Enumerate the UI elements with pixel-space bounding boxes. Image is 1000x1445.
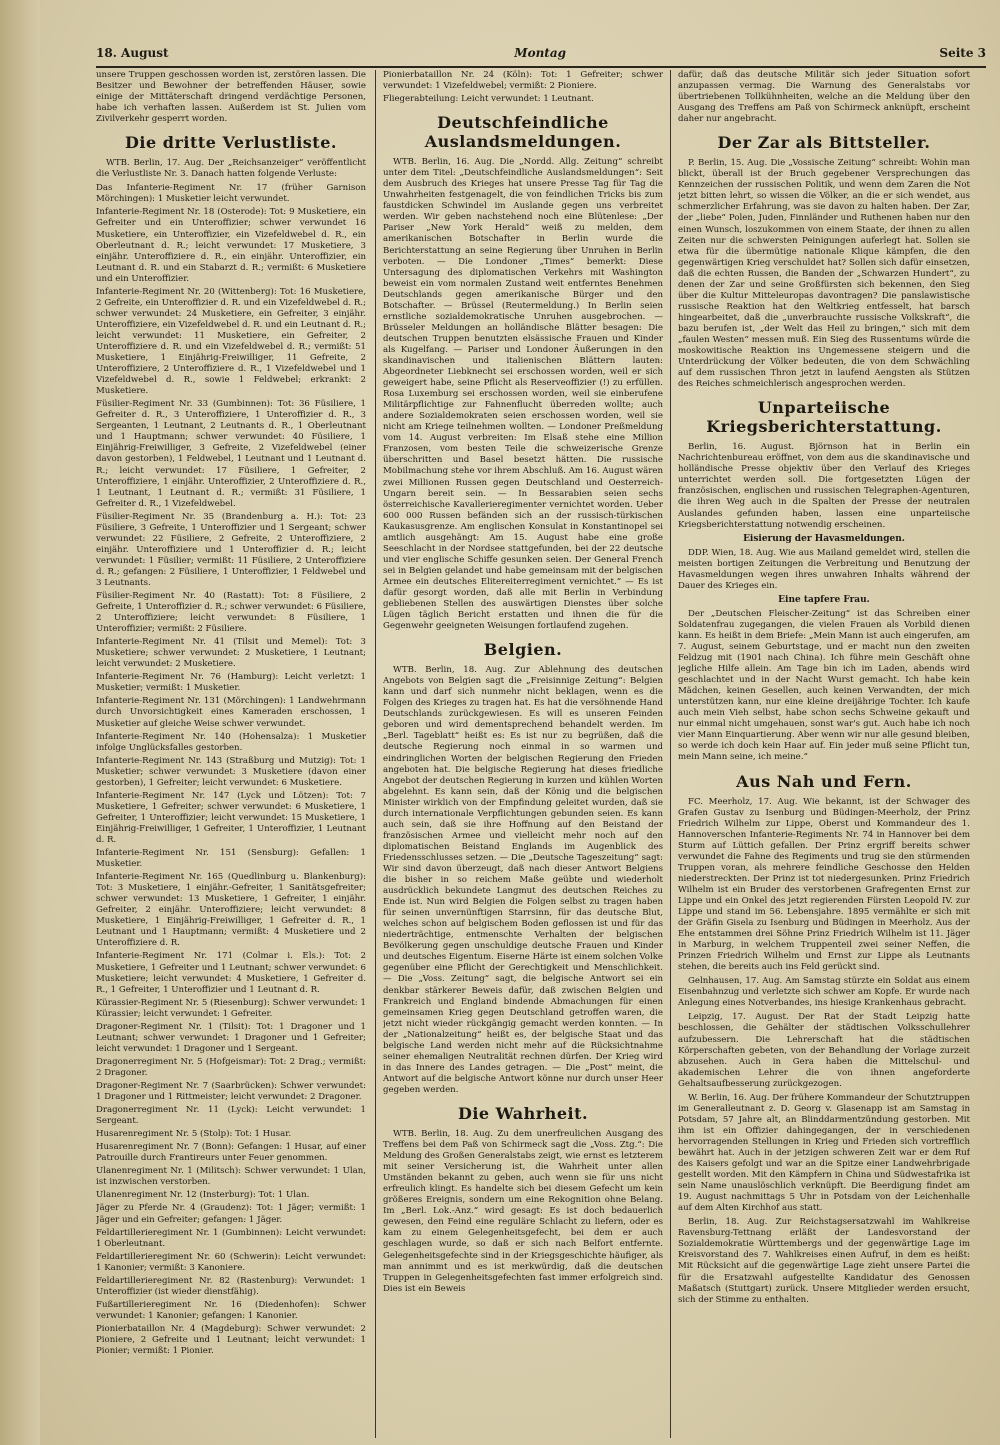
casualty-entry: Infanterie-Regiment Nr. 147 (Lyck und Lötzen): Tot: 7 Musketiere, 1 Gefreiter; schwer verwundet: 6 Musketiere, 1 Gefreiter, 1 Unteroffizier; leicht verwundet: 15 Musketiere, 1 Einjährig-Freiwilliger, 1 Gefreiter, 1 Unteroffizier, 1 Leutnant d. R. [96,790,366,845]
casualty-entry: Feldartillerieregiment Nr. 1 (Gumbinnen): Leicht verwundet: 1 Oberleutnant. [96,1227,366,1249]
casualty-entry: Dragoner-Regiment Nr. 1 (Tilsit): Tot: 1 Dragoner und 1 Leutnant; schwer verwundet: 1 Dragoner und 1 Gefreiter; leicht verwundet: 1 Dragoner und 1 Sergeant. [96,1021,366,1054]
casualty-entry: Jäger zu Pferde Nr. 4 (Graudenz): Tot: 1 Jäger; vermißt: 1 Jäger und ein Gefreiter; gefangen: 1 Jäger. [96,1203,366,1225]
header-date: 18. August [96,46,169,60]
column-divider [375,70,376,1438]
casualty-entry: Ulanenregiment Nr. 1 (Militsch): Schwer verwundet: 1 Ulan, ist inzwischen verstorben. [96,1166,366,1188]
column-1 [96,70,366,1438]
casualty-entry: Infanterie-Regiment Nr. 151 (Sensburg): Gefallen: 1 Musketier. [96,848,366,870]
article-text: Berlin, 16. August. Björnson hat in Berlin ein Nachrichtenbureau eröffnet, von dem aus die skandinavische und holländische Presse objektiv über den Verlauf des Krieges unterrichtet werden soll. Die fortgesetzten Lügen der französischen, englischen und russischen Telegraphen-Agenturen, die ihren Weg auch in die Spalten der Presse der neutralen Auslandes gefunden haben, lassen eine unparteiische Kriegsberichterstattung notwendig erscheinen. [678,442,970,530]
article-heading: Deutschfeindliche Auslandsmeldungen. [424,113,622,152]
casualty-entry: Infanterie-Regiment Nr. 18 (Osterode): Tot: 9 Musketiere, ein Gefreiter und ein Unteroffizier; schwer verwundet 16 Musketiere, ein Unteroffizier, ein Vizefeldwebel d. R., ein Oberleutnant d. R.; leicht verwundet: 17 Musketiere, 3 einjähr. Unteroffiziere d. R., ein einjähr. Unteroffizier, ein Leutnant d. R. und ein Stabarzt d. R.; vermißt: 6 Musketiere und ein Unteroffizier. [96,207,366,284]
article-heading: Der Zar als Bittsteller. [717,133,931,153]
casualty-entry: Fliegerabteilung: Leicht verwundet: 1 Leutnant. [383,94,594,105]
casualty-entry: Infanterie-Regiment Nr. 171 (Colmar i. Els.): Tot: 2 Musketiere, 1 Gefreiter und 1 Leutnant; schwer verwundet: 6 Musketiere; leicht verwundet: 4 Musketiere, 1 Gefreiter d. R., 1 Gefreiter, 1 Unteroffizier und 1 Leutnant d. R. [96,951,366,995]
casualty-entry: Das Infanterie-Regiment Nr. 17 (früher Garnison Mörchingen): 1 Musketier leicht verwundet. [96,183,366,205]
header-page-number: Seite 3 [939,46,986,60]
article-text: WTB. Berlin, 18. Aug. Zur Ablehnung des deutschen Angebots von Belgien sagt die „Freisinnige Zeitung“: Belgien kann und darf sich nunmehr nicht beklagen, wenn es die Folgen des Krieges zu tragen hat. Es hat die versöhnende Hand Deutschlands zurückgewiesen. Es will es unseren Feinden geboren und wird dementsprechend behandelt werden. Im „Berl. Tageblatt“ heißt es: Es ist nur zu begrüßen, daß die deutsche Regierung noch einmal in so warmen und eindringlichen Worten der belgischen Regierung den Frieden angeboten hat. Die belgische Regierung hat dieses friedliche Angebot der deutschen Regierung in kurzen und kühlen Worten abgelehnt. Es kann sein, daß der König und die belgischen Minister wirklich von der Empfindung geleitet wurden, daß sie durch internationale Verpflichtungen gebunden seien. Es kann auch sein, daß sie ihre Hoffnung auf den Beistand der französischen Armee und vielleicht mehr noch auf den diplomatischen Beistand Englands im Augenblick des Friedensschlusses setzen. — Die „Deutsche Tageszeitung“ sagt: Wir sind davon überzeugt, daß nach dieser Antwort Belgiens die bisher in so reichem Maße geübte und wiederholt ausdrücklich bekundete Langmut des deutschen Reiches zu Ende ist. Nun wird Belgien die Folgen selbst zu tragen haben für seinen unvernünftigen Starrsinn, für das deutsche Blut, welches schon auf belgischem Boden geflossen ist und für das niederträchtige, entmenschte Verhalten der belgischen Bevölkerung gegen unschuldige deutsche Frauen und Kinder und deutsches Eigentum. Eiserne Härte ist einem solchen Volke gegenüber eine Pflicht der Gerechtigkeit und Menschlichkeit. — Die „Voss. Zeitung“ sagt, die belgische Antwort sei ein denkbar stärkerer Beweis dafür, daß zwischen Belgien und Frankreich und England bindende Abmachungen für einen gemeinsamen Krieg gegen Deutschland getroffen waren, die jetzt nicht wieder rückgängig gemacht werden konnten. — In der „Nationalzeitung“ heißt es, der belgische Staat und das belgische Land werden nicht mehr auf die Rücksichtnahme seiner ehemaligen Neutralität rechnen dürfen. Der Krieg wird in das Innere des Landes getragen. — Die „Post“ meint, die Antwort auf die belgische Antwort könne nur durch unser Heer gegeben werden. [383,665,663,1095]
column-2 [383,70,663,1438]
article-text: dafür, daß das deutsche Militär sich jeder Situation sofort anzupassen vermag. Die Warnung des Generalstabs vor übertriebenen Tollkühnheiten, welche an die Meldung über den Ausgang des Treffens am Paß von Schirmeck anknüpft, erscheint daher nur angebracht. [678,70,970,125]
column-3 [678,70,970,1438]
casualty-entry: Dragonerregiment Nr. 11 (Lyck): Leicht verwundet: 1 Sergeant. [96,1105,366,1127]
article-text: WTB. Berlin, 18. Aug. Zu dem unerfreulichen Ausgang des Treffens bei dem Paß von Schirmeck sagt die „Voss. Ztg.“: Die Meldung des Großen Generalstabs zeigt, wie ernst es letzterem mit seiner Versicherung ist, die Wahrheit unter allen Umständen bekannt zu geben, auch wenn sie für uns nicht erfreulich klingt. Es handelte sich bei diesem Gefecht um kein größeres Ereignis, sondern um eine Rekognition ohne Belang. Im „Berl. Lok.-Anz.“ wird gesagt: Es ist doch bedauerlich gewesen, den Feind eine reguläre Schlacht zu liefern, oder es kam zu einem Gelegenheitsgefecht, bei dem er auch geschlagen wurde, so daß er sich nach Belfort entfernte. Gelegenheitsgefechte sind in der Kriegsgeschichte häufiger, als man annimmt und es ist merkwürdig, daß die deutschen Truppen in Gelegenheitsgefechten fast immer erfolgreich sind. Dies ist ein Beweis [383,1128,663,1294]
article-heading: Belgien. [483,640,563,660]
casualty-entry: Füsilier-Regiment Nr. 40 (Rastatt): Tot: 8 Füsiliere, 2 Gefreite, 1 Unteroffizier d. R.; schwer verwundet: 6 Füsiliere, 2 Unteroffiziere; leicht verwundet: 8 Füsiliere, 1 Unteroffizier; vermißt: 2 Füsiliere. [96,591,366,635]
article-text: Gelnhausen, 17. Aug. Am Samstag stürzte ein Soldat aus einem Eisenbahnzug und verletzte sich schwer am Kopfe. Er wurde nach Anlegung eines Notverbandes, ins hiesige Krankenhaus gebracht. [678,976,970,1009]
casualty-entry: Infanterie-Regiment Nr. 165 (Quedlinburg u. Blankenburg): Tot: 3 Musketiere, 1 einjähr.-Gefreiter, 1 Sanitätsgefreiter; schwer verwundet: 13 Musketiere, 1 Gefreiter, 1 einjähr. Gefreiter, 2 einjähr. Unteroffiziere; leicht verwundet: 8 Musketiere, 1 Einjährig-Freiwilliger, 1 Gefreiter d. R., 1 Leutnant und 1 Hauptmann; vermißt: 4 Musketiere und 2 Unteroffiziere d. R. [96,872,366,949]
page-header [96,40,986,68]
article-text: WTB. Berlin, 16. Aug. Die „Nordd. Allg. Zeitung“ schreibt unter dem Titel: „Deutschfeindliche Auslandsmeldungen“: Seit dem Ausbruch des Krieges hat unsere Presse Tag für Tag die Unwahrheiten festgenagelt, die von feindlichen Tricks bis zum faustdicken Schwindel im Auslande gegen uns verbreitet werden. Wir geben nachstehend noch eine Blütenlese: „Der Pariser „New York Herald“ weiß zu melden, dem amerikanischen Botschafter in Berlin wurde die Berichterstattung an seine Regierung über Unruhen in Berlin verboten. — Die Londoner „Times“ bemerkt: Diese Untersagung des diplomatischen Verkehrs mit Washington beweist ein vom normalen Zustand weit entferntes Benehmen Deutschlands gegen amerikanische Bürger und den Botschafter. — Brüssel (Reutermeldung.) In Berlin seien ernstliche sozialdemokratische Unruhen ausgebrochen. — Brüsseler Meldungen an holländische Blätter besagen: Die deutschen Truppen benutzten elsässische Frauen und Kinder als Kugelfang. — Pariser und Londoner Äußerungen in den skandinavischen und italienischen Blättern lauten: Abgeordneter Liebknecht sei erschossen worden, weil er sich geweigert habe, seine Pflicht als Reserveoffizier (!) zu erfüllen. Rosa Luxemburg sei erschossen worden, weil sie einberufene Militärpflichtige zur Fahnenflucht überreden wollte; auch andere Sozialdemokraten seien erschossen worden, weil sie nicht am Kriege teilnehmen wollten. — Londoner Preßmeldung vom 14. August verbreiten: Im Elsaß stehe eine Million Franzosen, vom besten Teile die schweizerische Grenze überschritten und Basel besetzt hätten. Die russische Mobilmachung stehe vor ihrem Abschluß. Am 16. August wären zwei Millionen Russen gegen Deutschland und Oesterreich-Ungarn bereit sein. — In Bessarabien seien sechs österreichische Kavallerieregimenter vernichtet worden. Ueber 600 000 Russen befänden sich an der russisch-türkischen Kaukasusgrenze. Am englischen Konsulat in Konstantinopel sei amtlich ausgehängt: Am 15. August habe eine große Seeschlacht in der Nordsee stattgefunden, bei der 22 deutsche und vier englische Schiffe gesunken seien. Der General French sei in Belgien gelandet und habe gemeinsam mit der belgischen Armee ein deutsches Elitereiterregiment vernichtet.“ — Es ist dafür gesorgt worden, daß alle mit Berlin in Verbindung gebliebenen Stellen des auswärtigen Dienstes über solche Lügen täglich Bericht erstatten und ihnen die für die Gegenwehr geeigneten Weisungen fortlaufend zugehen. [383,157,663,632]
article-text: FC. Meerholz, 17. Aug. Wie bekannt, ist der Schwager des Grafen Gustav zu Isenburg und Büdingen-Meerholz, der Prinz Friedrich Wilhelm zur Lippe, Oberst und Kommandeur des 1. Hannoverschen Infanterie-Regiments Nr. 74 in Hannover bei dem Sturm auf Lüttich gefallen. Der Prinz ergriff bereits schwer verwundet die Fahne des Regiments und trug sie den stürmenden Truppen voran, als mehrere feindliche Geschosse den Helden niederstreckten. Der Prinz ist tot niedergesunken. Prinz Friedrich Wilhelm ist ein Bruder des verstorbenen Grafregenten Ernst zur Lippe und ein Onkel des jetzt regierenden Fürsten Leopold IV. zur Lippe und stand im 56. Lebensjahre. 1895 vermählte er sich mit der Gräfin Gisela zu Isenburg und Büdingen in Meerholz. Aus der Ehe entstammen drei Söhne Prinz Friedrich Wilhelm ist 11. Jäger in Marburg, in welchem Truppenteil zwei seiner Neffen, die Prinzen Friedrich Wilhelm und Ernst zur Lippe als Leutnants stehen, die bereits auch ins Feld gerückt sind. [678,796,970,973]
casualty-entry: Füsilier-Regiment Nr. 35 (Brandenburg a. H.): Tot: 23 Füsiliere, 3 Gefreite, 1 Unteroffizier und 1 Sergeant; schwer verwundet: 22 Füsiliere, 2 Gefreite, 2 Unteroffiziere, 2 einjähr. Unteroffiziere und 1 Unteroffizier d. R.; leicht verwundet: 1 Füsilier; vermißt: 11 Füsiliere, 2 Unteroffiziere d. R.; gefangen: 2 Füsiliere, 1 Unteroffizier, 1 Feldwebel und 3 Leutnants. [96,511,366,588]
casualty-entry: Infanterie-Regiment Nr. 143 (Straßburg und Mutzig): Tot: 1 Musketier; schwer verwundet: 3 Musketiere (davon einer gestorben), 1 Gefreiter; leicht verwundet: 6 Musketiere. [96,755,366,788]
casualty-entry: Füsilier-Regiment Nr. 33 (Gumbinnen): Tot: 36 Füsiliere, 1 Gefreiter d. R., 3 Unteroffiziere, 1 Unteroffizier d. R., 3 Sergeanten, 1 Leutnant, 2 Leutnants d. R., 1 Oberleutnant und 1 Hauptmann; schwer verwundet: 40 Füsiliere, 1 Einjährig-Freiwilliger, 3 Gefreite, 2 Vizefeldwebel (einer davon gestorben), 1 Feldwebel, 1 Leutnant und 1 Leutnant d. R.; leicht verwundet: 17 Füsiliere, 1 Gefreiter, 2 Unteroffiziere, 1 einjähr. Unteroffizier, 2 Unteroffiziere d. R., 1 Leutnant, 1 Leutnant d. R.; vermißt: 31 Füsiliere, 1 Gefreiter d. R., 1 Vizefeldwebel. [96,399,366,509]
casualty-entry: Husarenregiment Nr. 7 (Bonn): Gefangen: 1 Husar, auf einer Patrouille durch Frantireurs unter Feuer genommen. [96,1142,366,1164]
casualty-entry: Feldartillerieregiment Nr. 82 (Rastenburg): Verwundet: 1 Unteroffizier (ist wieder dienstfähig). [96,1275,366,1297]
casualty-entry: Infanterie-Regiment Nr. 131 (Mörchingen): 1 Landwehrmann durch Unvorsichtigkeit eines Kameraden erschossen, 1 Musketier auf gleiche Weise schwer verwundet. [96,696,366,729]
casualty-entry: Infanterie-Regiment Nr. 140 (Hohensalza): 1 Musketier infolge Unglücksfalles gestorben. [96,731,366,753]
article-text: Der „Deutschen Fleischer-Zeitung“ ist das Schreiben einer Soldatenfrau zugegangen, die vielen Frauen als Vorbild dienen kann. Es heißt in dem Briefe: „Mein Mann ist auch eingerufen, am 7. August, seinem Geburtstage, und er macht nun den zweiten Feldzug mit (1901 nach China). Ich führe mein Geschäft ohne jegliche Hilfe allein. Am Tage bin ich im Laden, abends wird geschlachtet und in der Nacht Wurst gemacht. Ich habe kein Mädchen, keinen Gesellen, auch keinen Verwandten, der mich unterstützen kann, nur eine kleine dreijährige Tochter. Ich kaufe auch mein Vieh selbst, habe schon sechs Schweine gekauft und nur einmal nicht umgehauen, sonst war's gut. Auch habe ich noch vier Mann Einquartierung. Aber wenn wir nur alle gesund bleiben, so werde ich doch kein Haar auf. Ein jeder muß seine Pflicht tun, mein Mann seine, ich meine.“ [678,608,970,763]
column-divider [670,70,671,1438]
article-heading: Unparteiische Kriegsberichterstattung. [706,398,942,437]
header-day: Montag [514,46,567,60]
casualty-entry: Pionierbataillon Nr. 4 (Magdeburg): Schwer verwundet: 2 Pioniere, 2 Gefreite und 1 Leutnant; leicht verwundet: 1 Pionier; vermißt: 1 Pionier. [96,1323,366,1357]
casualty-entry: Dragonerregiment Nr. 5 (Hofgeismar): Tot: 2 Drag.; vermißt: 2 Dragoner. [96,1056,366,1078]
casualty-entry: Ulanenregiment Nr. 12 (Insterburg): Tot: 1 Ulan. [96,1190,310,1201]
article-heading: Die Wahrheit. [457,1103,589,1123]
article-heading: Aus Nah und Fern. [736,771,912,791]
casualty-entry: Infanterie-Regiment Nr. 76 (Hamburg): Leicht verletzt: 1 Musketier; vermißt: 1 Musketier. [96,672,366,694]
article-text: unsere Truppen geschossen worden ist, zerstören lassen. Die Besitzer und Bewohner der betreffenden Häuser, sowie einige der Mittäterschaft dringend verdächtige Personen, habe ich verhaften lassen. Außerdem ist St. Julien vom Zivilverkehr gesperrt worden. [96,70,366,125]
casualty-entry: Husarenregiment Nr. 5 (Stolp): Tot: 1 Husar. [96,1129,292,1140]
page-edge [0,0,40,1445]
casualty-entry: Fußartillerieregiment Nr. 16 (Diedenhofen): Schwer verwundet: 1 Kanonier; gefangen: 1 Kanonier. [96,1299,366,1321]
article-text: Berlin, 18. Aug. Zur Reichstagsersatzwahl im Wahlkreise Ravensburg-Tettnang erläßt der Landesvorstand der Sozialdemokratie Württembergs und der gegenwärtige Lage im Kreisvorstand des 7. Wahlkreises einen Aufruf, in dem es heißt: Mit Rücksicht auf die gegenwärtige Lage zieht unsere Partei die für die Ersatzwahl aufgestellte Kandidatur des Genossen Maßatsch (Stuttgart) zurück. Unsere Mitglieder werden ersucht, sich der Stimme zu enthalten. [678,1217,970,1305]
article-heading: Die dritte Verlustliste. [125,133,337,153]
casualty-entry: Feldartillerieregiment Nr. 60 (Schwerin): Leicht verwundet: 1 Kanonier; vermißt: 3 Kanoniere. [96,1251,366,1273]
article-subheading: Eine tapfere Frau. [778,594,870,605]
article-text: Leipzig, 17. August. Der Rat der Stadt Leipzig hatte beschlossen, die Gehälter der städtischen Volksschullehrer aufzubessern. Die Lehrerschaft hat die städtischen Körperschaften gebeten, von der Behandlung der Vorlage zurzeit abzusehen. Auch in Gera haben die Mittelschul- und akademischen Lehrer die von ihnen angeforderte Gehaltsaufbesserung zurückgezogen. [678,1012,970,1089]
casualty-entry: Infanterie-Regiment Nr. 41 (Tilsit und Memel): Tot: 3 Musketiere; schwer verwundet: 2 Musketiere, 1 Leutnant; leicht verwundet: 2 Musketiere. [96,637,366,670]
casualty-list [96,183,366,1357]
casualty-entry: Kürassier-Regiment Nr. 5 (Riesenburg): Schwer verwundet: 1 Kürassier; leicht verwundet: 1 Gefreiter. [96,997,366,1019]
article-text: W. Berlin, 16. Aug. Der frühere Kommandeur der Schutztruppen im Generalleutnant z. D. Georg v. Glasenapp ist am Samstag in Potsdam, 57 Jahre alt, an Blinddarmentzündung gestorben. Mit ihm ist ein Offizier dahingegangen, der in verschiedenen hervorragenden Stellungen in Krieg und Frieden sich vortrefflich bewährt hat. Auch in der jetzigen schweren Zeit war er dem Ruf des Kaisers gefolgt und war an die Spitze einer Landwehrbrigade gestellt worden. Mit den Kämpfern in China und Südwestafrika ist sein Name unauslöschlich verknüpft. Die Beerdigung findet am 19. August nachmittags 5 Uhr in Potsdam von der Leichenhalle auf dem Alten Kirchhof aus statt. [678,1092,970,1214]
article-text: DDP. Wien, 18. Aug. Wie aus Mailand gemeldet wird, stellen die meisten bortigen Zeitungen die Verbreitung und Benutzung der Havasmeldungen wegen ihres unwahren Inhalts während der Dauer des Krieges ein. [678,547,970,591]
casualty-entry: Pionierbataillon Nr. 24 (Köln): Tot: 1 Gefreiter; schwer verwundet: 1 Vizefeldwebel; vermißt: 2 Pioniere. [383,70,663,92]
casualty-entry: Dragoner-Regiment Nr. 7 (Saarbrücken): Schwer verwundet: 1 Dragoner und 1 Rittmeister; leicht verwundet: 2 Dragoner. [96,1080,366,1103]
article-text: P. Berlin, 15. Aug. Die „Vossische Zeitung“ schreibt: Wohin man blickt, überall ist der Bruch gegebener Versprechungen das Kennzeichen der russischen Politik, und wenn dem Zaren die Not jetzt bitten lehrt, so wissen die Völker, an die er sich wendet, aus schmerzlicher Erfahrung, was sie davon zu halten haben. Der Zar, der „liebe“ Polen, Juden, Finnländer und Ruthenen haben nur den einen Wunsch, loszukommen von einem Staate, der ihnen zu allen Zeiten nur die schwersten Peinigungen auferlegt hat. Sollen sie etwa für die übermütige nationale Klique kämpfen, die den gegenwärtigen Krieg verschuldet hat? Sollen sich dafür einsetzen, daß die echten Russen, die Banden der „Schwarzen Hundert“, zu denen der Zar und seine Großfürsten sich bekennen, den Sieg über die Kultur Mitteleuropas davontragen? Die panslawistische russische Reaktion hat den Weltkrieg entfesselt, hat barsch hingearbeitet, daß die „unverbrauchte russische Volkskraft“, die bazu berufen ist, „der Welt das Heil zu bringen,“ sich mit dem „faulen Westen“ messen muß. Ein Sieg des Russentums würde die moskowitische Reaktion ins Ungemessene steigern und die Unterdrückung der Völker bedeuten, die von dem Schwächling auf dem russischen Thron jetzt in laufend Aengsten als Stützen des Reiches schmeichlerisch angesprochen werden. [678,158,970,390]
article-lead: WTB. Berlin, 17. Aug. Der „Reichsanzeiger“ veröffentlicht die Verlustliste Nr. 3. Danach hatten folgende Verluste: [96,158,366,180]
article-subheading: Eisierung der Havasmeldungen. [743,533,905,544]
casualty-entry: Infanterie-Regiment Nr. 20 (Wittenberg): Tot: 16 Musketiere, 2 Gefreite, ein Unteroffizier d. R. und ein Vizefeldwebel d. R.; schwer verwundet: 24 Musketiere, ein Gefreiter, 3 einjähr. Unteroffiziere, ein Vizefeldwebel d. R. und ein Leutnant d. R.; leicht verwundet: 11 Musketiere, ein Gefreiter, 2 Unteroffiziere d. R. und ein Vizefeldwebel d. R.; vermißt: 51 Musketiere, 1 Einjährig-Freiwilliger, 11 Gefreite, 2 Unteroffiziere, 2 Unteroffiziere d. R., 1 Vizefeldwebel und 1 Vizefeldwebel d. R., sowie 1 Feldwebel; erkrankt: 2 Musketiere. [96,286,366,397]
